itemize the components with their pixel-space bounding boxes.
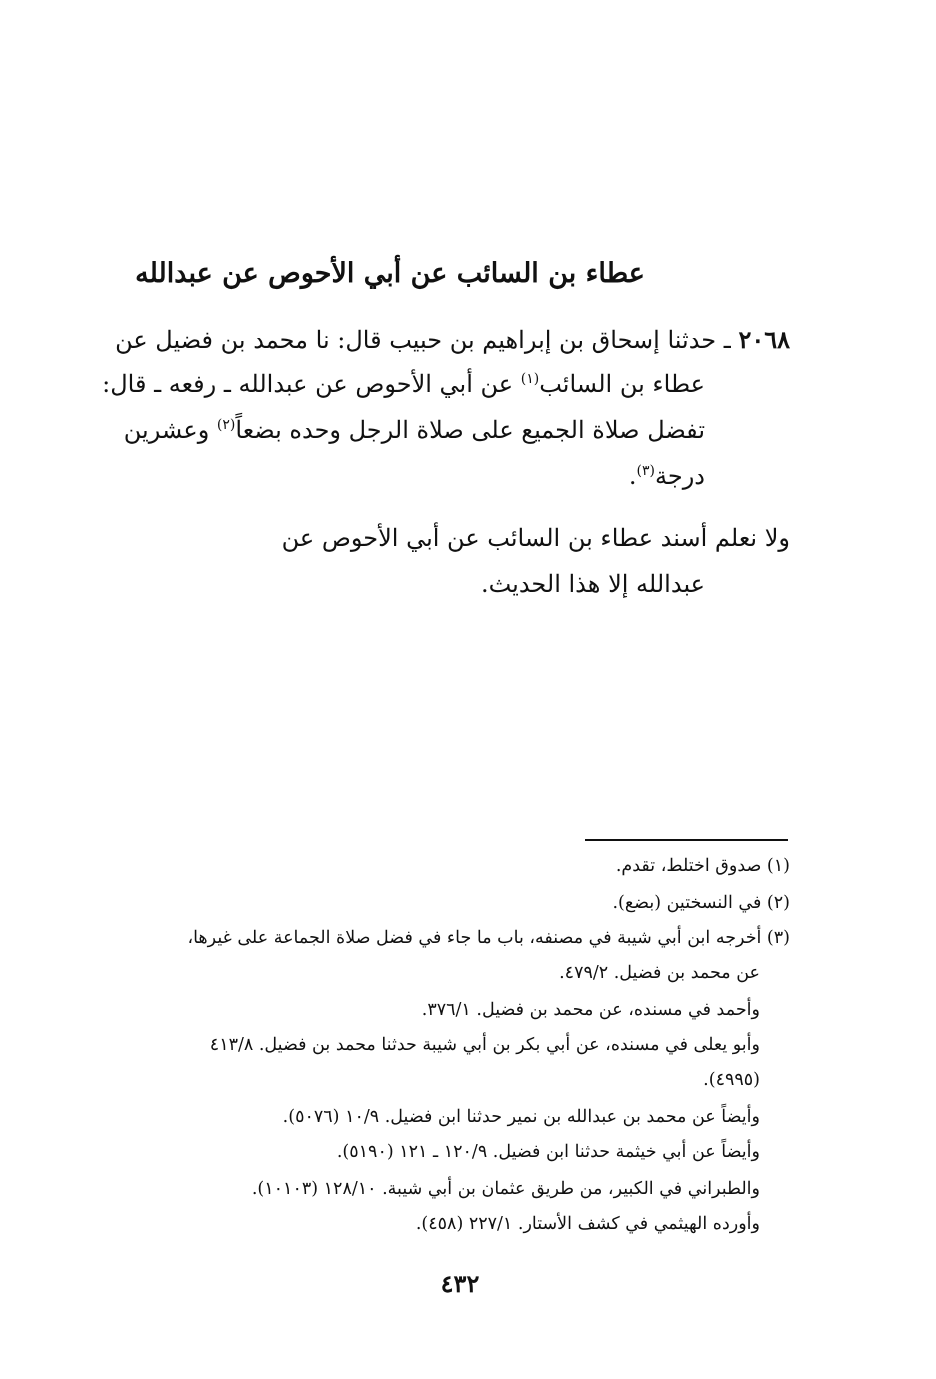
footnote-3-line-2: عن محمد بن فضيل. ٤٧٩/٢. bbox=[559, 963, 760, 983]
footnote-3-line-9: وأورده الهيثمي في كشف الأستار. ٢٢٧/١ (٤٥٨). bbox=[415, 1214, 760, 1234]
footnote-3-line-5: (٤٩٩٥). bbox=[703, 1070, 760, 1090]
footnote-2: (٢) في النسختين (بضع). bbox=[612, 893, 790, 913]
hadith-line-4 bbox=[629, 454, 705, 498]
hadith-line-2 bbox=[102, 362, 705, 406]
footnote-1: (١) صدوق اختلط، تقدم. bbox=[615, 856, 790, 876]
chapter-heading: عطاء بن السائب عن أبي الأحوص عن عبدالله bbox=[135, 258, 645, 289]
hadith-line-1 bbox=[115, 318, 790, 362]
hadith-line-2-text-a: عطاء بن السائب bbox=[539, 370, 705, 398]
footnote-ref-3: (٣) bbox=[636, 463, 656, 479]
hadith-line-3-text-b: وعشرين bbox=[123, 416, 217, 444]
footnote-3-line-7: وأيضاً عن أبي خيثمة حدثنا ابن فضيل. ١٢٠/٩ ـ ١٢١ (٥١٩٠). bbox=[336, 1142, 760, 1162]
hadith-line-2-text-b: عن أبي الأحوص عن عبدالله ـ رفعه ـ قال: bbox=[102, 370, 521, 398]
remark-line-2: عبدالله إلا هذا الحديث. bbox=[480, 570, 705, 598]
hadith-line-3 bbox=[124, 408, 705, 452]
hadith-line-4-text-b: . bbox=[628, 462, 637, 490]
footnote-3-line-1: (٣) أخرجه ابن أبي شيبة في مصنفه، باب ما جاء في فضل صلاة الجماعة على غيرها، bbox=[187, 928, 790, 948]
footnote-3-line-8: والطبراني في الكبير، من طريق عثمان بن أبي شيبة. ١٢٨/١٠ (١٠١٠٣). bbox=[251, 1179, 760, 1199]
hadith-line-3-text-a: تفضل صلاة الجميع على صلاة الرجل وحده بضعاً bbox=[235, 416, 705, 444]
footnote-separator bbox=[585, 839, 788, 841]
footnote-3-line-3: وأحمد في مسنده، عن محمد بن فضيل. ٣٧٦/١. bbox=[421, 1000, 760, 1020]
hadith-line-1-text: ـ حدثنا إسحاق بن إبراهيم بن حبيب قال: نا محمد بن فضيل عن bbox=[115, 326, 731, 354]
page-number: ٤٣٢ bbox=[440, 1269, 480, 1298]
footnote-3-line-6: وأيضاً عن محمد بن عبدالله بن نمير حدثنا ابن فضيل. ١٠/٩ (٥٠٧٦). bbox=[282, 1107, 760, 1127]
footnote-ref-1: (١) bbox=[520, 371, 540, 387]
footnote-3-line-4: وأبو يعلى في مسنده، عن أبي بكر بن أبي شيبة حدثنا محمد بن فضيل. ٤١٣/٨ bbox=[209, 1035, 760, 1055]
footnote-ref-2: (٢) bbox=[216, 417, 236, 433]
hadith-line-4-text-a: درجة bbox=[655, 462, 705, 490]
hadith-number: ٢٠٦٨ bbox=[738, 325, 790, 354]
remark-line-1: ولا نعلم أسند عطاء بن السائب عن أبي الأحوص عن bbox=[281, 524, 790, 552]
